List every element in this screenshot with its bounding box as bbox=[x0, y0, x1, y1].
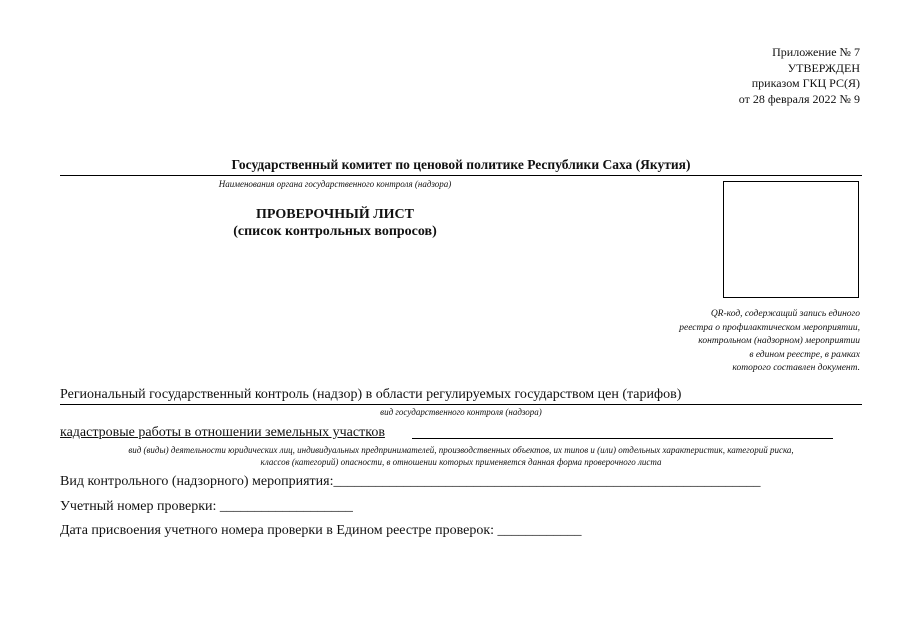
activity-value: кадастровые работы в отношении земельных участков bbox=[60, 425, 385, 440]
control-type-value: Региональный государственный контроль (надзор) в области регулируемых государством цен (тарифов) bbox=[60, 387, 682, 402]
registration-number-field: Учетный номер проверки: ___________________ bbox=[60, 499, 353, 514]
appendix-number: Приложение № 7 bbox=[772, 45, 860, 59]
event-type-field: Вид контрольного (надзорного) мероприятия:_____________________________________________________________ bbox=[60, 474, 761, 489]
order-date: от 28 февраля 2022 № 9 bbox=[738, 91, 860, 106]
qr-caption bbox=[620, 308, 860, 376]
title-sub: (список контрольных вопросов) bbox=[233, 224, 437, 239]
qr-caption-line: в едином реестре, в рамках bbox=[749, 349, 860, 360]
activity-caption-line: классов (категорий) опасности, в отношении которых применяется данная форма проверочного листа bbox=[260, 457, 662, 467]
qr-caption-line: реестра о профилактическом мероприятии, bbox=[679, 322, 860, 333]
qr-code-placeholder bbox=[723, 181, 859, 298]
control-type-caption: вид государственного контроля (надзора) bbox=[380, 407, 542, 417]
control-type-underline bbox=[60, 404, 862, 405]
qr-caption-line: которого составлен документ. bbox=[732, 363, 860, 373]
agency-underline bbox=[60, 175, 862, 176]
appendix-block bbox=[739, 45, 860, 107]
agency-caption: Наименования органа государственного контроля (надзора) bbox=[218, 179, 452, 189]
activity-caption bbox=[60, 444, 862, 468]
activity-underline bbox=[412, 438, 833, 439]
agency-name: Государственный комитет по ценовой политике Республики Саха (Якутия) bbox=[231, 157, 691, 172]
approved-label: УТВЕРЖДЕН bbox=[787, 60, 860, 75]
activity-caption-line: вид (виды) деятельности юридических лиц, индивидуальных предпринимателей, производственных объектов, их типов и (или) отдельных характеристик, категорий риска, bbox=[128, 445, 794, 455]
order-reference: приказом ГКЦ РС(Я) bbox=[751, 76, 860, 90]
title-main: ПРОВЕРОЧНЫЙ ЛИСТ bbox=[255, 207, 414, 222]
qr-caption-line: QR-код, содержащий запись единого bbox=[710, 309, 860, 319]
qr-caption-line: контрольном (надзорном) мероприятии bbox=[698, 336, 860, 346]
registration-date-field: Дата присвоения учетного номера проверки в Едином реестре проверок: ____________ bbox=[60, 523, 582, 538]
document-title bbox=[60, 206, 610, 240]
